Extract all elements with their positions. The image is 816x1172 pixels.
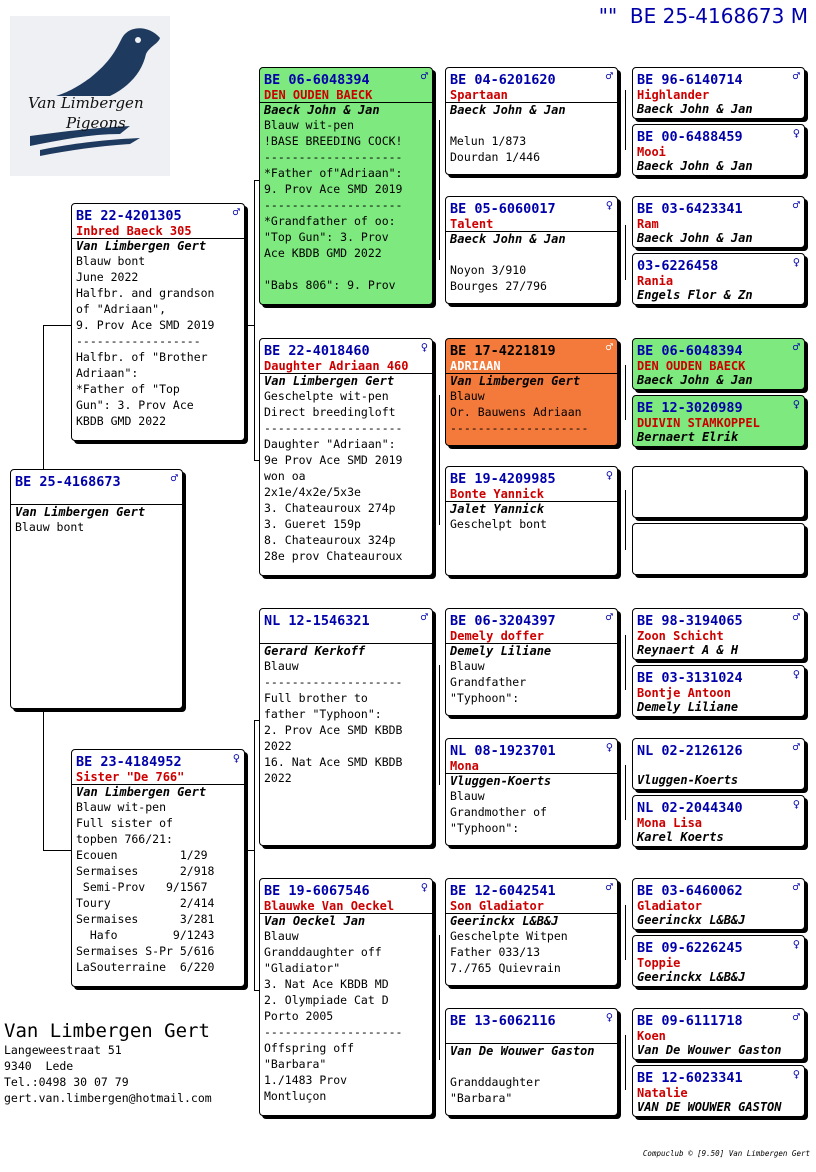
gen4-card-empty[interactable] [632,466,805,518]
ring-number: BE 05-6060017 [450,201,556,217]
connector [625,765,626,820]
owner-name: Baeck John & Jan [446,231,617,246]
description-line: Toury 2/414 [76,896,215,910]
male-icon: ♂ [605,340,613,354]
description-line: Blauw wit-pen [76,800,167,814]
description-line: father "Typhoon": [264,707,382,721]
dam-sire-card[interactable] [259,608,433,846]
description-line: Father 033/13 [450,945,541,959]
title-prefix: "" [598,4,618,28]
description-line [446,246,617,262]
description-line: "Barbara" [264,1057,327,1071]
pedigree-title [599,4,808,28]
pigeon-name: Mooi [637,145,666,159]
description-line: "Top Gun": 3. Prov [264,230,389,244]
description-line: Full sister of [76,816,173,830]
description-line: 8. Chateauroux 324p [264,533,396,547]
connector [245,850,254,851]
description-line: -------------------- [450,421,589,435]
description-line: -------------------- [264,150,403,164]
breeder-info [4,1020,212,1106]
gen4-card[interactable] [632,338,805,390]
description-line: Blauw bont [15,520,85,534]
description-line: Blauw [450,659,485,673]
ring-number: NL 12-1546321 [264,613,370,629]
description-line: -------------------- [264,421,403,435]
ring-number: BE 12-3020989 [637,400,743,416]
connector [43,325,44,470]
pigeon-name [11,490,182,504]
owner-name: Baeck John & Jan [637,159,753,173]
female-icon: ♀ [420,340,428,354]
ring-number: NL 02-2126126 [637,743,743,759]
sds-card[interactable] [445,338,618,446]
female-icon: ♀ [792,667,800,681]
description-line: 16. Nat Ace SMD KBDB [264,755,403,769]
connector [625,905,626,960]
owner-name: Baeck John & Jan [260,102,432,117]
sdd-card[interactable] [445,466,618,576]
ring-number: BE 17-4221819 [450,343,556,359]
ring-number: BE 00-6488459 [637,129,743,145]
gen4-card[interactable] [632,795,805,847]
female-icon: ♀ [605,1010,613,1024]
pigeon-name: Ram [637,217,659,231]
pigeon-name: Spartaan [450,88,508,102]
connector [625,635,626,690]
description-line: Ace KBDB GMD 2022 [264,246,382,260]
ring-number: BE 06-6048394 [637,343,743,359]
owner-name: Vluggen-Koerts [637,773,739,787]
pigeon-name: Son Gladiator [450,899,544,913]
owner-name: Van Oeckel Jan [260,913,432,928]
ring-number: NL 02-2044340 [637,800,743,816]
breeder-email[interactable]: gert.van.limbergen@hotmail.com [4,1091,212,1105]
description-line [446,117,617,133]
description-line: 2x1e/4x2e/5x3e [264,485,361,499]
description-line: Montluçon [264,1089,327,1103]
gen4-card[interactable] [632,935,805,987]
description-line: 9. Prov Ace SMD 2019 [264,182,403,196]
description-line: Halfbr. and grandson [76,286,215,300]
gen4-card[interactable] [632,665,805,717]
dsd-card[interactable] [445,738,618,846]
pigeon-name: Toppie [637,956,681,970]
breeder-name: Van Limbergen Gert [4,1020,210,1042]
description-line: Hafo 9/1243 [76,928,215,942]
description-line: KBDB GMD 2022 [76,414,167,428]
description-line: *Father of "Top [76,382,180,396]
owner-name: Van Limbergen Gert [72,784,244,799]
ring-number: BE 98-3194065 [637,613,743,629]
description-line: "Barbara" [450,1091,513,1105]
pigeon-name: DEN OUDEN BAECK [637,359,746,373]
gen4-card[interactable] [632,1065,805,1117]
sire-card[interactable] [71,203,245,441]
ring-number: BE 23-4184952 [76,754,182,770]
ring-number: 03-6226458 [637,258,719,274]
owner-name: Van De Wouwer Gaston [446,1043,617,1058]
ring-number: BE 09-6226245 [637,940,743,956]
gen4-card[interactable] [632,253,805,305]
pigeon-name: Inbred Baeck 305 [76,224,192,238]
owner-name: Jalet Yannick [446,501,617,516]
female-icon: ♀ [792,797,800,811]
description-line: Blauw bont [76,254,146,268]
description-line: Geschelpt bont [450,517,547,531]
dds-card[interactable] [445,878,618,986]
male-icon: ♂ [605,880,613,894]
description-line: !BASE BREEDING COCK! [264,134,403,148]
connector [439,935,440,1060]
footer-credit: Compuclub © [9.50] Van Limbergen Gert [642,1149,810,1158]
description-line: ------------------ [76,334,201,348]
description-line: won oa [264,469,306,483]
owner-name: Geerinckx L&B&J [446,913,617,928]
ring-number: BE 12-6042541 [450,883,556,899]
ring-number: NL 08-1923701 [450,743,556,759]
connector [439,120,440,260]
ring-number: BE 22-4018460 [264,343,370,359]
connector [625,1035,626,1090]
pigeon-name: Demely doffer [450,629,544,643]
sire-dam-card[interactable] [259,338,433,576]
pigeon-name: Highlander [637,88,710,102]
breeder-city: 9340 Lede [4,1059,74,1073]
male-icon: ♂ [605,69,613,83]
owner-name: Van De Wouwer Gaston [637,1043,782,1057]
owner-name: Geerinckx L&B&J [637,970,746,984]
description-line: "Gladiator" [264,961,341,975]
description-line: Full brother to [264,691,368,705]
description-line: Blauw [264,659,299,673]
pigeon-name: ADRIAAN [450,359,501,373]
description-line: of "Adriaan", [76,302,167,316]
ring-number: BE 13-6062116 [450,1013,556,1029]
club-logo [10,16,170,176]
connector [625,490,626,550]
description-line: Geschelpte wit-pen [264,389,389,403]
dam-card[interactable] [71,749,245,987]
gen4-card[interactable] [632,878,805,930]
gen4-card[interactable] [632,395,805,447]
description-line: 2022 [264,739,292,753]
male-icon: ♂ [792,69,800,83]
dam-dam-card[interactable] [259,878,433,1116]
description-line: 3. Gueret 159p [264,517,361,531]
connector [254,720,255,990]
ring-number: BE 03-3131024 [637,670,743,686]
connector [625,365,626,420]
owner-name: Baeck John & Jan [446,102,617,117]
ssd-card[interactable] [445,196,618,304]
subject-card[interactable] [10,469,183,709]
description-line: Granddaughter off [264,945,382,959]
owner-name: Reynaert A & H [637,643,739,657]
description-line: 3. Chateauroux 274p [264,501,396,515]
breeder-address: Langeweestraat 51 [4,1043,122,1057]
description-line: Sermaises 2/918 [76,864,215,878]
description-line: Grandmother of [450,805,547,819]
description-line: LaSouterraine 6/220 [76,960,215,974]
owner-name: Karel Koerts [637,830,724,844]
pigeon-name: DUIVIN STAMKOPPEL [637,416,760,430]
description-line: Adriaan": [76,366,139,380]
description-line: -------------------- [264,675,403,689]
description-line: 3. Nat Ace KBDB MD [264,977,389,991]
owner-name: Baeck John & Jan [637,373,753,387]
description-line: June 2022 [76,270,139,284]
pigeon-name: Daughter Adriaan 460 [264,359,409,373]
description-line: Sermaises 3/281 [76,912,215,926]
description-line: *Father of"Adriaan": [264,166,403,180]
description-line: Blauw [450,789,485,803]
owner-name: Demely Liliane [637,700,739,714]
ring-number: BE 04-6201620 [450,72,556,88]
pigeon-name [260,629,432,643]
ring-number: BE 06-3204397 [450,613,556,629]
male-icon: ♂ [605,610,613,624]
description-line: Daughter "Adriaan": [264,437,396,451]
ring-number: BE 25-4168673 [15,474,121,490]
pigeon-name: Talent [450,217,494,231]
connector [625,225,626,280]
description-line [446,1058,617,1074]
male-icon: ♂ [792,1010,800,1024]
gen4-card[interactable] [632,608,805,660]
male-icon: ♂ [232,205,240,219]
description-line: Geschelpte Witpen [450,929,568,943]
male-icon: ♂ [792,880,800,894]
male-icon: ♂ [420,69,428,83]
male-icon: ♂ [170,471,178,485]
male-icon: ♂ [792,610,800,624]
ring-number: BE 22-4201305 [76,208,182,224]
female-icon: ♀ [792,1067,800,1081]
female-icon: ♀ [232,751,240,765]
description-line: Noyon 3/910 [450,263,527,277]
description-line: Or. Bauwens Adriaan [450,405,582,419]
ring-number: BE 96-6140714 [637,72,743,88]
description-line: Dourdan 1/446 [450,150,541,164]
description-line: -------------------- [264,198,403,212]
dss-card[interactable] [445,608,618,716]
pigeon-name: Sister "De 766" [76,770,185,784]
connector [245,325,254,326]
connector [625,90,626,150]
owner-name: VAN DE WOUWER GASTON [637,1100,782,1114]
gen4-card-empty[interactable] [632,523,805,575]
ddd-card[interactable] [445,1008,618,1116]
gen4-card[interactable] [632,124,805,176]
female-icon: ♀ [605,198,613,212]
ring-number: BE 19-4209985 [450,471,556,487]
description-line: "Typhoon": [450,691,520,705]
description-line: 2022 [264,771,292,785]
description-line: "Typhoon": [450,821,520,835]
connector [439,665,440,785]
pigeon-name: Koen [637,1029,666,1043]
description-line: Offspring off [264,1041,355,1055]
owner-name: Baeck John & Jan [637,231,753,245]
owner-name: Baeck John & Jan [637,102,753,116]
owner-name: Engels Flor & Zn [637,288,753,302]
pigeon-name: Rania [637,274,674,288]
female-icon: ♀ [792,126,800,140]
description-line: "Babs 806": 9. Prov [264,278,396,292]
male-icon: ♂ [420,610,428,624]
description-line: 9e Prov Ace SMD 2019 [264,453,403,467]
owner-name: Bernaert Elrik [637,430,739,444]
male-icon: ♂ [792,340,800,354]
owner-name: Gerard Kerkoff [260,643,432,658]
description-line: Semi-Prov 9/1567 [76,880,208,894]
pigeon-name [633,759,804,773]
description-line: Blauw [450,389,485,403]
pigeon-name: Zoon Schicht [637,629,724,643]
pigeon-name: Natalie [637,1086,688,1100]
logo-text-line2: Pigeons [66,114,126,132]
description-line: -------------------- [264,1025,403,1039]
logo-text-line1: Van Limbergen [28,94,144,112]
ring-number: BE 12-6023341 [637,1070,743,1086]
description-line: 28e prov Chateauroux [264,549,403,563]
connector [439,395,440,525]
description-line: Melun 1/873 [450,134,527,148]
owner-name: Demely Liliane [446,643,617,658]
description-line: 1./1483 Prov [264,1073,348,1087]
description-line: Gun": 3. Prov Ace [76,398,194,412]
female-icon: ♀ [792,937,800,951]
owner-name: Van Limbergen Gert [72,238,244,253]
owner-name: Van Limbergen Gert [11,504,182,519]
description-line: Halfbr. of "Brother [76,350,208,364]
ring-number: BE 03-6423341 [637,201,743,217]
breeder-phone: Tel.:0498 30 07 79 [4,1075,129,1089]
description-line: 2. Olympiade Cat D [264,993,389,1007]
description-line: Ecouen 1/29 [76,848,208,862]
gen4-card[interactable] [632,67,805,119]
pigeon-name: DEN OUDEN BAECK [264,88,373,102]
description-line: Bourges 27/796 [450,279,547,293]
description-line: Grandfather [450,675,527,689]
owner-name: Van Limbergen Gert [260,373,432,388]
sss-card[interactable] [445,67,618,175]
owner-name: Geerinckx L&B&J [637,913,746,927]
female-icon: ♀ [792,255,800,269]
owner-name: Vluggen-Koerts [446,773,617,788]
pigeon-name: Gladiator [637,899,703,913]
description-line: Sermaises S-Pr 5/616 [76,944,215,958]
description-line: Granddaughter [450,1075,541,1089]
description-line: *Grandfather of oo: [264,214,396,228]
connector [43,710,44,850]
sire-sire-card[interactable] [259,67,433,305]
pigeon-name: Blauwke Van Oeckel [264,899,395,913]
pigeon-name: Bonte Yannick [450,487,544,501]
description-line: Blauw wit-pen [264,118,355,132]
description-line: 9. Prov Ace SMD 2019 [76,318,215,332]
pigeon-name: Bontje Antoon [637,686,731,700]
connector [254,180,255,460]
description-line: Blauw [264,929,299,943]
gen4-card[interactable] [632,196,805,248]
ring-number: BE 06-6048394 [264,72,370,88]
male-icon: ♂ [792,740,800,754]
female-icon: ♀ [792,397,800,411]
female-icon: ♀ [605,468,613,482]
pigeon-name [446,1029,617,1043]
ring-number: BE 09-6111718 [637,1013,743,1029]
connector [43,325,71,326]
pigeon-name: Mona Lisa [637,816,703,830]
description-line [260,261,432,277]
gen4-card[interactable] [632,1008,805,1060]
owner-name: Van Limbergen Gert [446,373,617,388]
description-line: 7./765 Quievrain [450,961,561,975]
description-line: Porto 2005 [264,1009,334,1023]
description-line: Direct breedingloft [264,405,396,419]
ring-number: BE 03-6460062 [637,883,743,899]
female-icon: ♀ [605,740,613,754]
gen4-card[interactable] [632,738,805,790]
title-ring: BE 25-4168673 M [629,4,808,28]
ring-number: BE 19-6067546 [264,883,370,899]
pigeon-name: Mona [450,759,479,773]
description-line: 2. Prov Ace SMD KBDB [264,723,403,737]
female-icon: ♀ [420,880,428,894]
connector [43,850,71,851]
male-icon: ♂ [792,198,800,212]
description-line: topben 766/21: [76,832,173,846]
